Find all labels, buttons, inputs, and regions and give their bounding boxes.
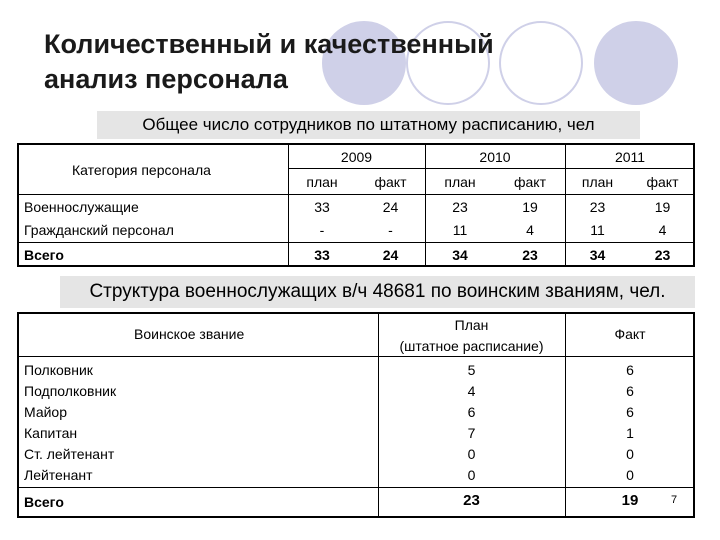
fact-value: 6 bbox=[626, 404, 634, 420]
rank-label: Подполковник bbox=[24, 383, 117, 399]
plan-value: 7 bbox=[467, 425, 476, 441]
plan-value: 0 bbox=[467, 467, 476, 483]
rank-label: Ст. лейтенант bbox=[24, 446, 115, 462]
plan-total: 23 bbox=[463, 492, 480, 509]
table-cell: 11 bbox=[590, 222, 605, 238]
table-cell: 24 bbox=[382, 199, 399, 215]
year-header: 2009 bbox=[340, 149, 373, 165]
subheader-fact: факт bbox=[374, 174, 407, 190]
subheader-plan: план bbox=[444, 174, 476, 190]
table-cell: 19 bbox=[522, 199, 538, 215]
page-number: 7 bbox=[671, 494, 678, 506]
title-line-1: Количественный и качественный bbox=[44, 29, 494, 59]
table-cell: 23 bbox=[522, 247, 538, 263]
fact-value: 6 bbox=[626, 362, 634, 378]
plan-value: 4 bbox=[467, 383, 476, 399]
year-header: 2010 bbox=[479, 149, 511, 165]
table-cell: 23 bbox=[654, 247, 671, 263]
table-cell: 33 bbox=[314, 247, 330, 263]
year-header: 2011 bbox=[614, 149, 646, 165]
table-cell: - bbox=[388, 222, 393, 238]
row-label-civilian: Гражданский персонал bbox=[24, 222, 174, 238]
decor-circle bbox=[499, 21, 583, 105]
subheader-fact: факт bbox=[646, 174, 679, 190]
plan-header: План bbox=[454, 317, 489, 333]
subheader-plan: план bbox=[306, 174, 338, 190]
rank-label: Лейтенант bbox=[24, 467, 93, 483]
table1-caption: Общее число сотрудников по штатному расписанию, чел bbox=[97, 111, 640, 139]
table-cell: 33 bbox=[314, 199, 330, 215]
fact-header: Факт bbox=[614, 326, 646, 342]
table-cell: 23 bbox=[452, 199, 468, 215]
subheader-fact: факт bbox=[514, 174, 546, 190]
fact-total: 19 bbox=[621, 492, 639, 509]
plan-value: 5 bbox=[467, 362, 476, 378]
plan-header-note: (штатное расписание) bbox=[399, 338, 544, 354]
slide-title bbox=[44, 27, 494, 97]
subheader-plan: план bbox=[581, 174, 614, 190]
plan-value: 6 bbox=[467, 404, 476, 420]
table-cell: 23 bbox=[589, 199, 606, 215]
table-cell: 11 bbox=[452, 222, 468, 238]
category-header: Категория персонала bbox=[72, 162, 211, 178]
table-cell: 34 bbox=[589, 247, 606, 263]
table-cell: 34 bbox=[452, 247, 468, 263]
fact-value: 0 bbox=[626, 467, 634, 483]
divider bbox=[17, 194, 695, 195]
rank-label: Капитан bbox=[24, 425, 78, 441]
rank-header: Воинское звание bbox=[134, 326, 245, 342]
table-cell: - bbox=[319, 222, 325, 238]
table-cell: 4 bbox=[526, 222, 534, 238]
rank-label: Полковник bbox=[24, 362, 93, 378]
rank-total-label: Всего bbox=[24, 494, 64, 510]
table-cell: 4 bbox=[658, 222, 667, 238]
divider bbox=[288, 168, 695, 169]
divider bbox=[17, 242, 695, 243]
row-label-military: Военнослужащие bbox=[24, 199, 139, 215]
row-label-total: Всего bbox=[24, 247, 64, 263]
table-cell: 24 bbox=[382, 247, 399, 263]
table-cell: 19 bbox=[654, 199, 671, 215]
title-line-2: анализ персонала bbox=[44, 64, 288, 94]
rank-label: Майор bbox=[24, 404, 67, 420]
plan-value: 0 bbox=[467, 446, 476, 462]
divider bbox=[17, 356, 695, 357]
fact-value: 6 bbox=[626, 383, 634, 399]
fact-value: 0 bbox=[626, 446, 634, 462]
divider bbox=[17, 487, 695, 488]
table2-caption: Структура военнослужащих в/ч 48681 по воинским званиям, чел. bbox=[60, 276, 695, 308]
fact-value: 1 bbox=[626, 425, 634, 441]
decor-circle bbox=[594, 21, 678, 105]
